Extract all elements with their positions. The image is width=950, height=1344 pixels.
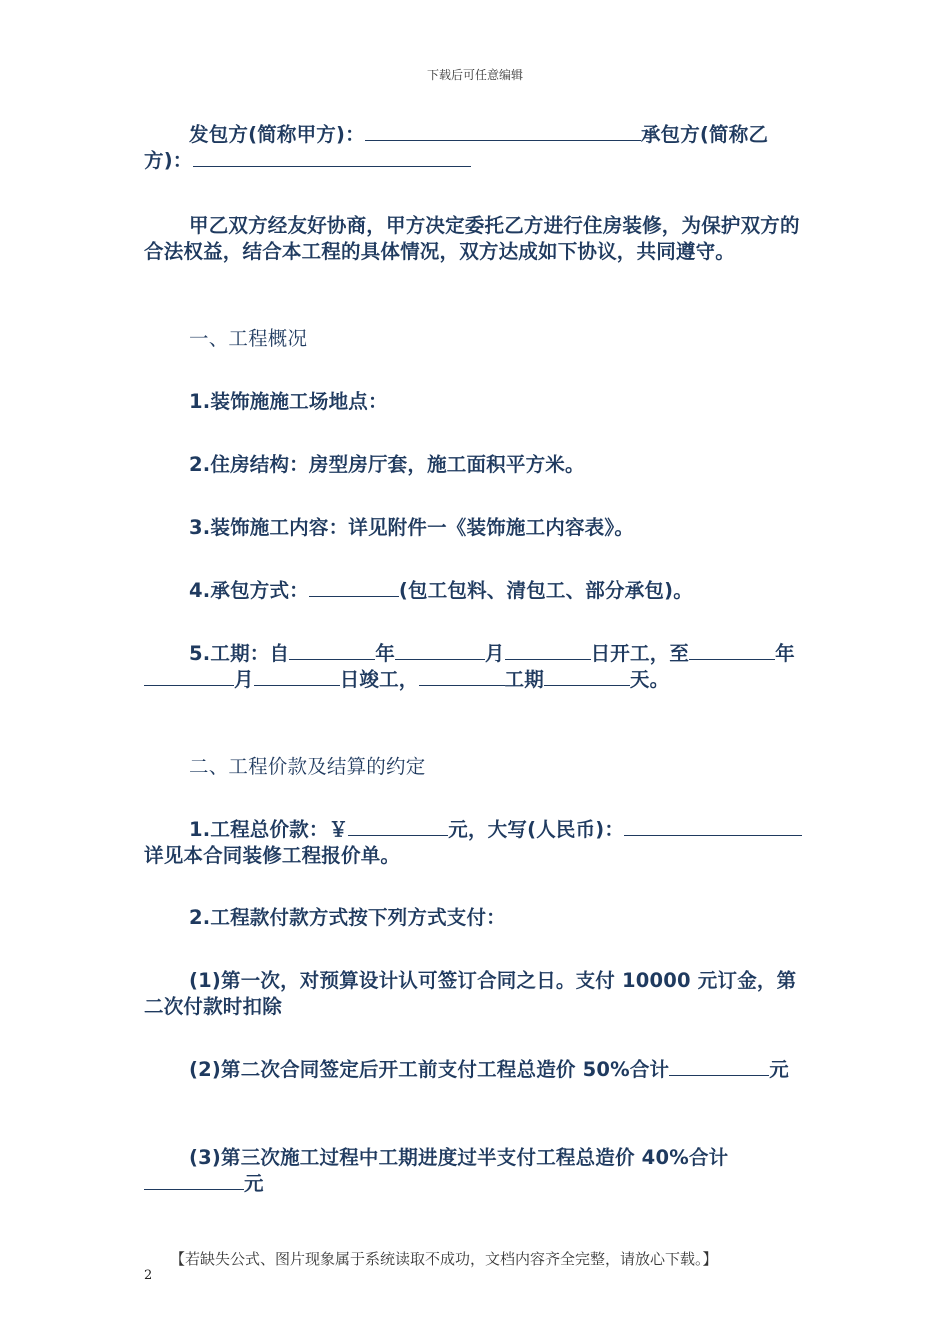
yuan-label: 元 [769, 1058, 789, 1081]
month-label: 月 [484, 642, 505, 665]
month-label: 月 [234, 668, 254, 691]
duration-label: 工期 [504, 668, 544, 691]
year-label: 年 [775, 642, 795, 665]
start-label: 日开工，至 [590, 642, 690, 665]
item-payment-method: 2.工程款付款方式按下列方式支付： [189, 906, 506, 929]
yuan-label: 元 [244, 1172, 264, 1195]
item-schedule [144, 641, 806, 693]
second-payment-text: (2)第二次合同签定后开工前支付工程总造价 50%合计 [189, 1058, 670, 1081]
item-total-price [144, 817, 806, 869]
duration-blank[interactable] [544, 667, 630, 686]
footer-note: 【若缺失公式、图片现象属于系统读取不成功，文档内容齐全完整，请放心下载。】 [170, 1250, 718, 1268]
contract-mode-options: (包工包料、清包工、部分承包)。 [398, 579, 693, 602]
end-month-blank[interactable] [144, 667, 234, 686]
end-day-blank[interactable] [254, 667, 340, 686]
start-year-blank[interactable] [289, 641, 375, 660]
item-content: 3.装饰施工内容：详见附件一《装饰施工内容表》。 [189, 516, 635, 539]
days-label: 天。 [629, 668, 670, 691]
contract-mode-label: 4.承包方式： [189, 579, 309, 602]
payment-third [144, 1145, 806, 1197]
duration-pre-blank[interactable] [419, 667, 505, 686]
total-price-label: 1.工程总价款：￥ [189, 818, 349, 841]
item-site: 1.装饰施施工场地点： [189, 390, 388, 413]
capital-amount-blank[interactable] [624, 817, 802, 836]
year-label: 年 [375, 642, 395, 665]
intro-paragraph: 甲乙双方经友好协商，甲方决定委托乙方进行住房装修，为保护双方的合法权益，结合本工程的具体情况，双方达成如下协议，共同遵守。 [144, 214, 800, 263]
item-contract-mode [144, 578, 693, 604]
page-header: 下载后可任意编辑 [426, 68, 523, 82]
start-day-blank[interactable] [505, 641, 591, 660]
party-b-label: 承包方(简称乙方)： [144, 123, 769, 172]
capital-amount-label: 元，大写(人民币)： [448, 818, 625, 841]
start-month-blank[interactable] [395, 641, 485, 660]
party-b-blank[interactable] [193, 148, 471, 167]
total-price-blank[interactable] [348, 817, 448, 836]
end-year-blank[interactable] [689, 641, 775, 660]
party-a-blank[interactable] [365, 122, 641, 141]
third-payment-blank[interactable] [144, 1171, 244, 1190]
section-heading-1: 一、工程概况 [189, 327, 308, 350]
payment-first: (1)第一次，对预算设计认可签订合同之日。支付 10000 元订金，第二次付款时扣除 [144, 969, 797, 1018]
end-label: 日竣工， [339, 668, 419, 691]
section-heading-2: 二、工程价款及结算的约定 [189, 755, 426, 778]
schedule-from: 5.工期：自 [189, 642, 290, 665]
second-payment-blank[interactable] [669, 1057, 769, 1076]
item-structure: 2.住房结构：房型房厅套，施工面积平方米。 [189, 453, 585, 476]
parties-paragraph [144, 122, 806, 174]
payment-second [144, 1057, 806, 1083]
quote-reference: 详见本合同装修工程报价单。 [144, 844, 401, 867]
third-payment-text: (3)第三次施工过程中工期进度过半支付工程总造价 40%合计 [189, 1146, 729, 1169]
page-number: 2 [144, 1268, 153, 1283]
party-a-label: 发包方(简称甲方)： [189, 123, 365, 146]
contract-mode-blank[interactable] [309, 578, 399, 597]
